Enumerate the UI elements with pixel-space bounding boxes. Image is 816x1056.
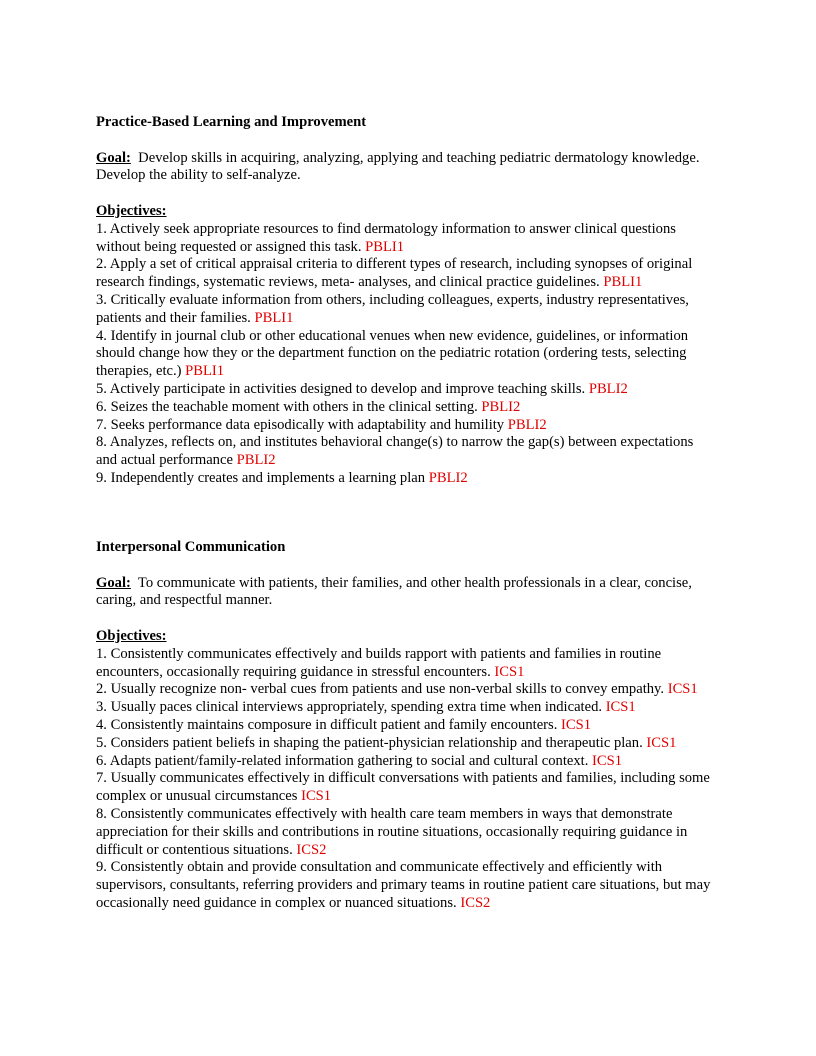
objective-item: [96, 292, 716, 328]
objective-text: 2. Apply a set of critical appraisal criteria to different types of research, including synopses of original research findings, systematic reviews, meta- analyses, and clinical practice guidelines.: [96, 256, 693, 291]
objectives-list: [96, 221, 716, 488]
competency-code: PBLI2: [428, 469, 468, 486]
competency-code: PBLI2: [481, 398, 521, 415]
goal-label: Goal:: [96, 149, 131, 166]
objective-text: 6. Seizes the teachable moment with others in the clinical setting.: [96, 398, 478, 415]
objective-item: [96, 399, 716, 417]
objective-text: 7. Usually communicates effectively in difficult conversations with patients and families, including some complex or unusual circumstances: [96, 770, 710, 805]
section-practice-based-learning: [96, 114, 716, 488]
section-title: Practice-Based Learning and Improvement: [96, 114, 367, 130]
objective-text: 9. Independently creates and implements a learning plan: [96, 469, 426, 486]
objective-text: 3. Critically evaluate information from others, including colleagues, experts, industry representatives, patients and their families.: [96, 291, 689, 326]
objective-text: 4. Consistently maintains composure in difficult patient and family encounters.: [96, 716, 558, 733]
competency-code: ICS1: [667, 681, 698, 698]
competency-code: PBLI1: [254, 309, 294, 326]
objective-item: [96, 221, 716, 257]
objective-item: [96, 717, 716, 735]
objective-text: 1. Consistently communicates effectively and builds rapport with patients and families in routine encounters, occasionally requiring guidance in stressful encounters.: [96, 645, 662, 680]
objectives-heading: Objectives:: [96, 627, 167, 644]
competency-code: ICS1: [561, 716, 592, 733]
competency-code: ICS1: [646, 734, 677, 751]
competency-code: PBLI2: [236, 452, 276, 469]
objective-item: [96, 434, 716, 470]
goal-text: Develop skills in acquiring, analyzing, applying and teaching pediatric dermatology knowledge. Develop the ability to self-analyze.: [96, 149, 700, 184]
objective-text: 8. Consistently communicates effectively with health care team members in ways that demonstrate appreciation for their skills and contributions in routine situations, occasionally requiring guidance in difficult or contentious situations.: [96, 805, 688, 858]
objective-item: [96, 470, 716, 488]
competency-code: PBLI1: [185, 363, 225, 380]
objective-text: 8. Analyzes, reflects on, and institutes behavioral change(s) to narrow the gap(s) between expectations and actual performance: [96, 434, 694, 469]
objective-text: 4. Identify in journal club or other educational venues when new evidence, guidelines, or information should change how they or the department function on the pediatric rotation (ordering tests, selecting therapies, etc.): [96, 327, 689, 380]
goal-label: Goal:: [96, 574, 131, 591]
goal-block: [96, 575, 716, 611]
objective-item: [96, 806, 716, 859]
objective-text: 1. Actively seek appropriate resources to find dermatology information to answer clinical questions without being requested or assigned this task.: [96, 220, 676, 255]
competency-code: ICS1: [301, 788, 332, 805]
objective-text: 5. Considers patient beliefs in shaping the patient-physician relationship and therapeutic plan.: [96, 734, 643, 751]
objective-text: 7. Seeks performance data episodically with adaptability and humility: [96, 416, 505, 433]
objective-text: 3. Usually paces clinical interviews appropriately, spending extra time when indicated.: [96, 699, 603, 716]
section-title: Interpersonal Communication: [96, 539, 286, 555]
objective-text: 2. Usually recognize non- verbal cues from patients and use non-verbal skills to convey empathy.: [96, 681, 665, 698]
competency-code: PBLI2: [588, 380, 628, 397]
competency-code: PBLI1: [603, 274, 643, 291]
competency-code: ICS1: [494, 663, 525, 680]
objective-item: [96, 646, 716, 682]
objective-text: 9. Consistently obtain and provide consultation and communicate effectively and efficiently with supervisors, consultants, referring providers and primary teams in routine patient care situations, but may occasionally need guidance in complex or nuanced situations.: [96, 859, 711, 911]
objective-item: [96, 699, 716, 717]
objective-item: [96, 328, 716, 381]
objective-item: [96, 681, 716, 699]
objectives-list: [96, 646, 716, 913]
competency-code: ICS1: [592, 752, 623, 769]
competency-code: ICS2: [460, 894, 491, 911]
objective-item: [96, 735, 716, 753]
objective-text: 5. Actively participate in activities designed to develop and improve teaching skills.: [96, 380, 586, 397]
objectives-heading: Objectives:: [96, 202, 167, 219]
competency-code: ICS2: [296, 841, 327, 858]
objective-item: [96, 417, 716, 435]
competency-code: PBLI1: [365, 238, 405, 255]
objective-item: [96, 770, 716, 806]
goal-block: [96, 150, 716, 186]
objective-text: 6. Adapts patient/family-related information gathering to social and cultural context.: [96, 752, 589, 769]
competency-code: PBLI2: [507, 416, 547, 433]
objective-item: [96, 753, 716, 771]
objective-item: [96, 381, 716, 399]
section-interpersonal-communication: [96, 539, 716, 913]
goal-text: To communicate with patients, their families, and other health professionals in a clear, concise, caring, and respectful manner.: [96, 574, 692, 609]
objective-item: [96, 256, 716, 292]
objective-item: [96, 859, 716, 912]
competency-code: ICS1: [605, 699, 636, 716]
